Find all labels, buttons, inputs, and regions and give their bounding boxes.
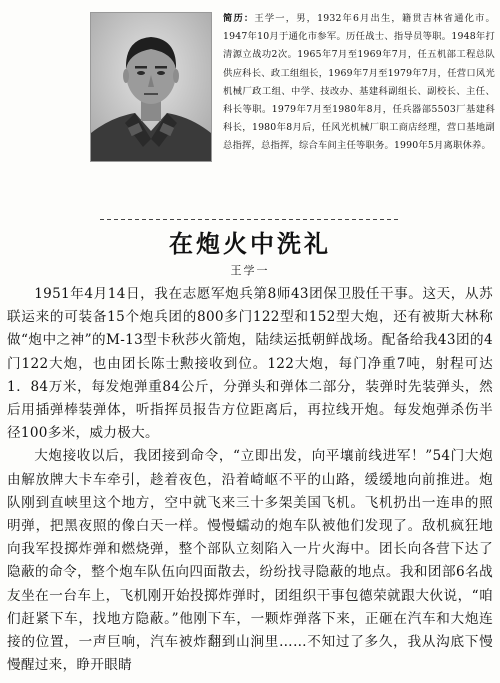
article-paragraph: 1951年4月14日，我在志愿军炮兵第8师43团保卫股任干事。这天，从苏联运来的可装备15个炮兵团的800多门122型和152型大炮，还有被斯大林称做“炮中之神”的M-13型卡秋莎火箭炮，陆续运抵朝鲜战场。配备给我43团的4门122大炮，也由团长陈士勲接收到位。122大炮，每门净重7吨，射程可达1．84万米，每发炮弹重84公斤，分弹头和弹体二部分，装弹时先装弹头，然后用插弹棒装弹体，听指挥员报告方位距离后，再拉线开炮。每发炮弹杀伤半径100多米，威力极大。 <box>7 286 493 442</box>
biography-text: 王学一，男，1932年6月出生，籍贯吉林省通化市。1947年10月于通化市参军。历任战士、指导员等职。1948年打清源立战功2次。1965年7月至1969年7月，任五机部工程总队供应科长、政工组组长，1969年7月至1979年7月，任营口风光机械厂政工组、中学、技改办、基建科副组长、副校长、主任、科长等职。1979年7月至1980年8月，任兵器部5503厂基建科科长，1980年8月后，任风光机械厂职工商店经理，营口基地副总指挥，总指挥，综合车间主任等职务。1990年5月离职休养。 <box>223 13 495 152</box>
author-biography <box>223 10 495 156</box>
article-body <box>7 283 493 677</box>
section-divider <box>100 219 400 220</box>
author-portrait-photo <box>90 12 212 162</box>
biography-label: 简历： <box>223 13 255 24</box>
article-author: 王学一 <box>230 264 270 277</box>
portrait-image <box>91 13 211 161</box>
article-paragraph: 大炮接收以后，我团接到命令，“立即出发，向平壤前线进军！”54门大炮由解放牌大卡车牵引，趁着夜色，沿着崎岖不平的山路，缓缓地向前推进。炮队刚到直峡里这个地方，空中就飞来三十多架美国飞机。飞机扔出一连串的照明弹，把黑夜照的像白天一样。慢慢蠕动的炮车队被他们发现了。敌机疯狂地向我军投掷炸弹和燃烧弹，整个部队立刻陷入一片火海中。团长向各营下达了隐蔽的命令，整个炮车队伍向四面散去，纷纷找寻隐蔽的地点。我和团部6名战友坐在一台车上，飞机刚开始投掷炸弹时，团组织干事包德荣就跟大伙说，“咱们赶紧下车，找地方隐蔽。”他刚下车，一颗炸弹落下来，正砸在汽车和大炮连接的位置，一声巨响，汽车被炸翻到山涧里……不知过了多久，我从沟底下慢慢醒过来，睁开眼睛 <box>7 448 493 674</box>
article-title: 在炮火中洗礼 <box>169 230 331 258</box>
